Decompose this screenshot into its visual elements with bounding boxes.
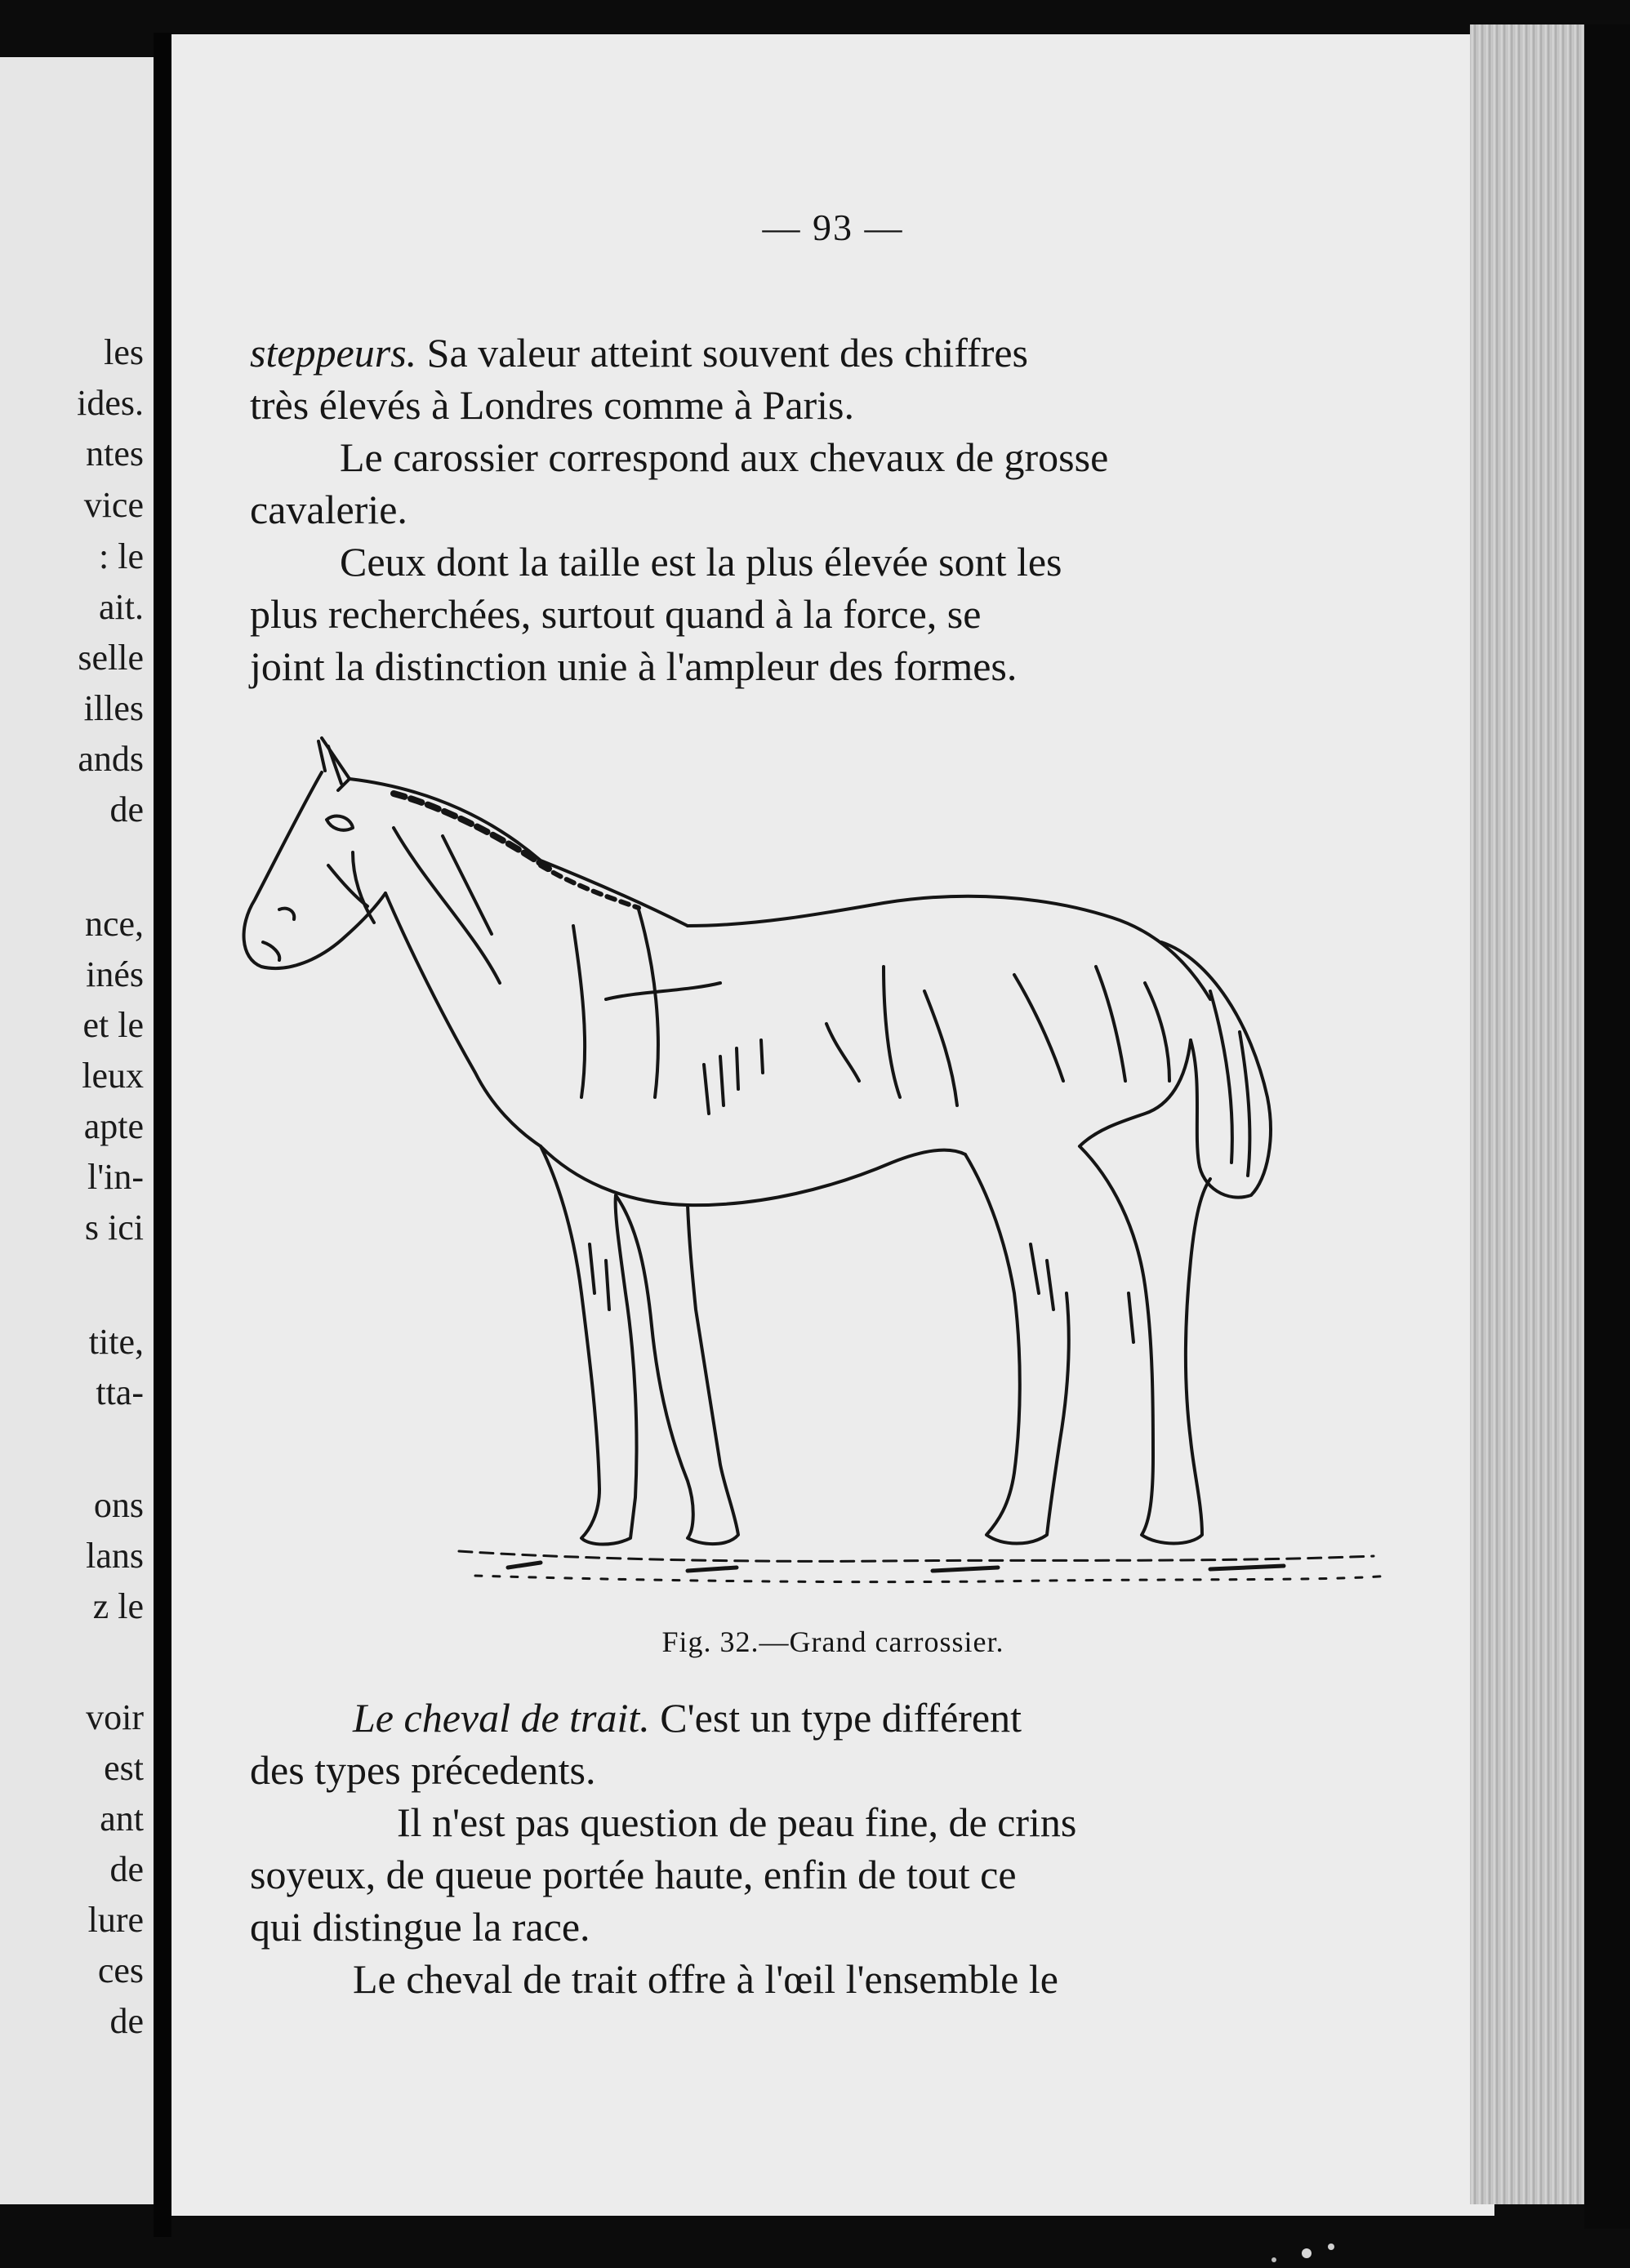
left-line: ant bbox=[100, 1799, 144, 1839]
left-line: les bbox=[104, 332, 144, 372]
left-line: s ici bbox=[84, 1207, 144, 1247]
left-line: nce, bbox=[84, 904, 144, 944]
text-line: très élevés à Londres comme à Paris. bbox=[250, 382, 855, 428]
right-page bbox=[171, 34, 1494, 2216]
text-line: joint la distinction unie à l'ampleur des formes. bbox=[250, 643, 1018, 689]
left-line: de bbox=[109, 2001, 144, 2041]
left-line: ntes bbox=[86, 434, 144, 474]
left-line: l'in- bbox=[87, 1157, 144, 1197]
left-line: selle bbox=[78, 638, 144, 678]
left-line: ands bbox=[78, 739, 144, 779]
text-line: soyeux, de queue portée haute, enfin de tout ce bbox=[250, 1852, 1017, 1897]
left-page-fragment bbox=[0, 57, 154, 2204]
figure-caption: Fig. 32.—Grand carrossier. bbox=[661, 1625, 1004, 1658]
book-gutter bbox=[154, 33, 171, 2237]
left-line: apte bbox=[83, 1106, 144, 1146]
left-line: ces bbox=[97, 1950, 144, 1990]
left-line: ides. bbox=[77, 383, 144, 423]
text-line: qui distingue la race. bbox=[250, 1904, 590, 1950]
left-line: lure bbox=[87, 1900, 144, 1940]
text-line: Le cheval de trait. C'est un type différent bbox=[353, 1695, 1022, 1741]
left-line: illes bbox=[83, 688, 144, 728]
page-number: — 93 — bbox=[762, 207, 904, 248]
top-paragraph bbox=[250, 327, 1426, 692]
left-line: inés bbox=[86, 954, 144, 994]
text-line: Ceux dont la taille est la plus élevée sont les bbox=[340, 539, 1062, 585]
left-line: ait. bbox=[99, 587, 144, 627]
left-line: voir bbox=[86, 1697, 144, 1737]
left-line: et le bbox=[82, 1005, 144, 1045]
horse-illustration-icon bbox=[230, 722, 1455, 1661]
text-line: steppeurs. Sa valeur atteint souvent des chiffres bbox=[250, 330, 1029, 376]
text-line: des types précedents. bbox=[250, 1747, 596, 1793]
left-line: leux bbox=[82, 1056, 144, 1096]
left-line: : le bbox=[99, 536, 144, 576]
text-line: Il n'est pas question de peau fine, de crins bbox=[397, 1799, 1077, 1845]
bottom-paragraph bbox=[250, 1692, 1442, 2005]
left-line: vice bbox=[83, 485, 144, 525]
text-line: plus recherchées, surtout quand à la force, se bbox=[250, 591, 982, 637]
text-line: cavalerie. bbox=[250, 487, 408, 532]
page-edges bbox=[1470, 24, 1584, 2204]
text-line: Le carossier correspond aux chevaux de grosse bbox=[340, 434, 1109, 480]
left-line: est bbox=[104, 1748, 144, 1788]
left-line: lans bbox=[86, 1536, 144, 1576]
left-line: ons bbox=[93, 1485, 144, 1525]
left-line: z le bbox=[92, 1586, 144, 1626]
book-cover-edge bbox=[1584, 24, 1630, 2229]
left-line: tite, bbox=[88, 1322, 144, 1362]
left-line: de bbox=[109, 1849, 144, 1889]
left-line: de bbox=[109, 789, 144, 829]
text-line: Le cheval de trait offre à l'œil l'ensemble le bbox=[353, 1956, 1058, 2002]
left-line: tta- bbox=[96, 1372, 144, 1412]
